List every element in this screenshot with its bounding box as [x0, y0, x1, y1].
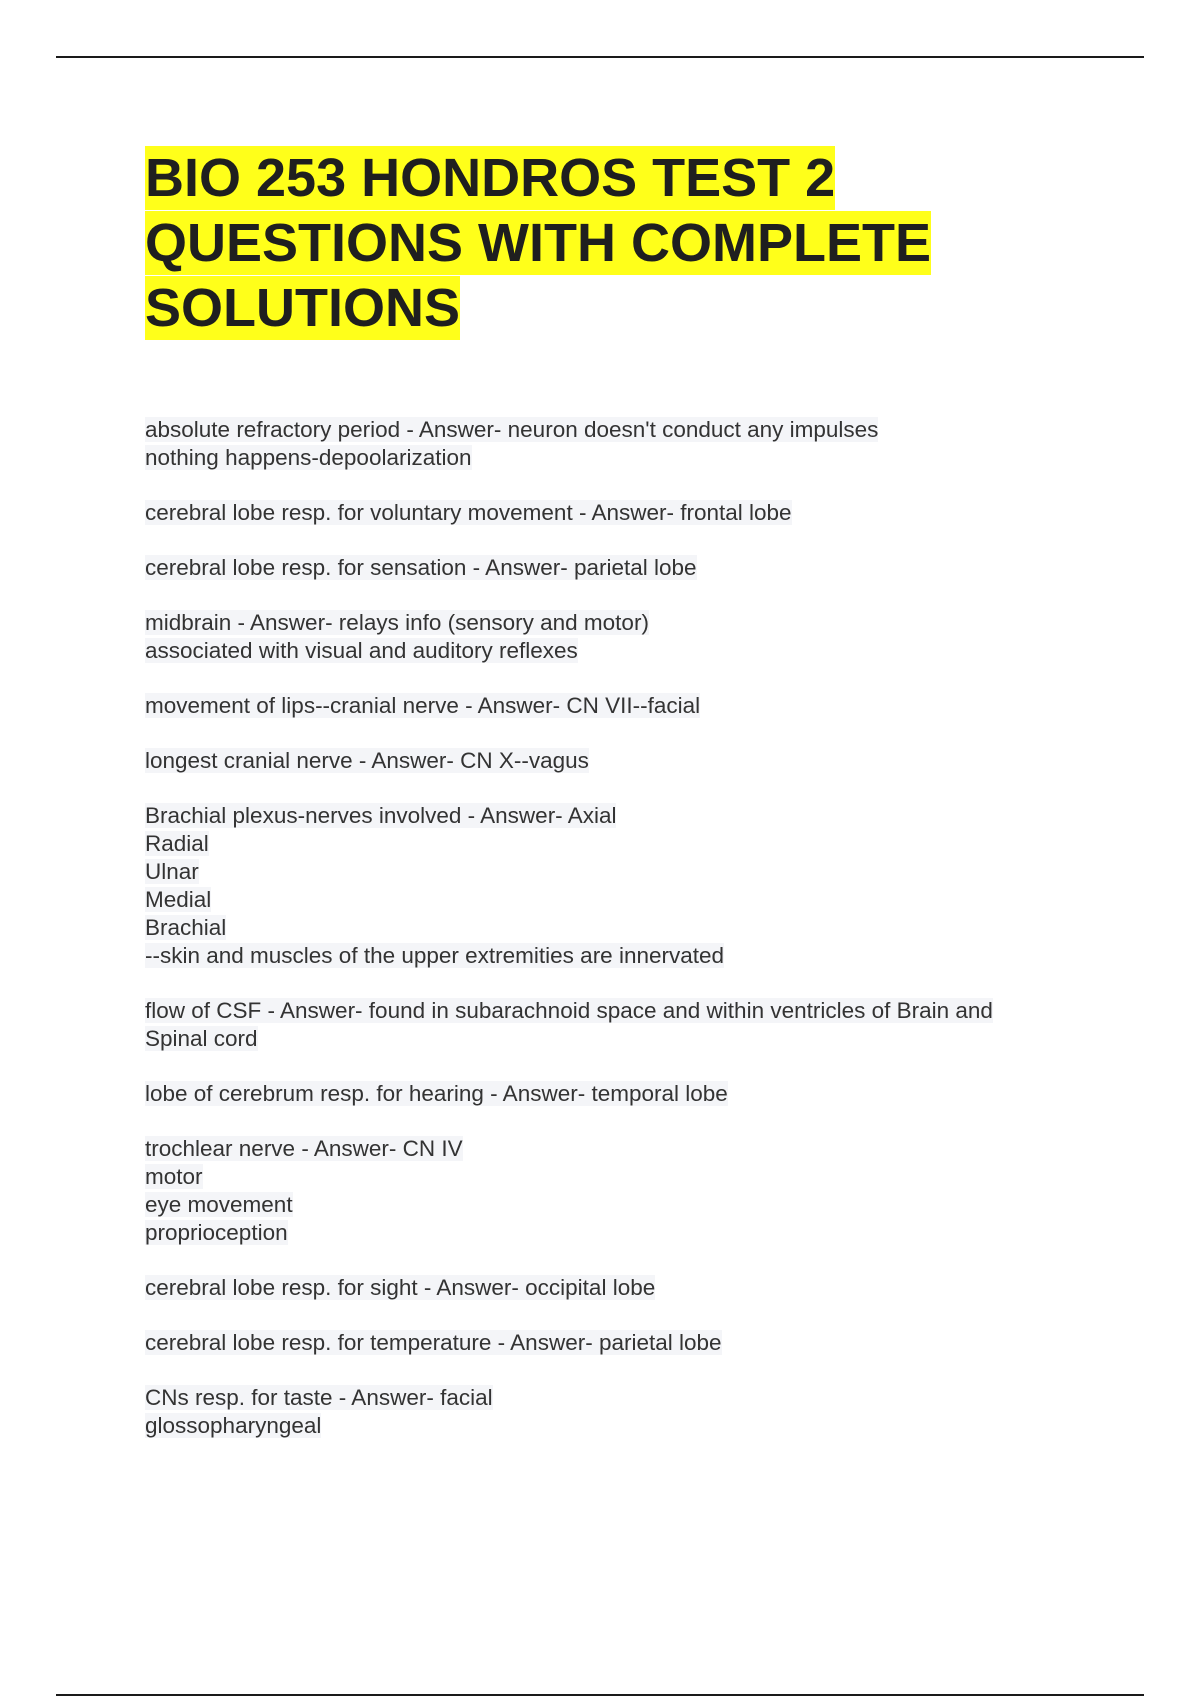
- title-line: SOLUTIONS: [145, 278, 461, 338]
- qa-item: [145, 416, 1085, 472]
- qa-line: Radial: [145, 831, 209, 856]
- bottom-rule: [56, 1694, 1144, 1696]
- qa-line: Spinal cord: [145, 1026, 258, 1051]
- qa-line: longest cranial nerve - Answer- CN X--vagus: [145, 748, 589, 773]
- qa-line: cerebral lobe resp. for sensation - Answer- parietal lobe: [145, 555, 697, 580]
- qa-line: CNs resp. for taste - Answer- facial: [145, 1385, 493, 1410]
- qa-item: [145, 997, 1085, 1053]
- qa-line: cerebral lobe resp. for voluntary movement - Answer- frontal lobe: [145, 500, 792, 525]
- qa-item: [145, 747, 1085, 775]
- qa-item: [145, 1080, 1085, 1108]
- qa-line: glossopharyngeal: [145, 1413, 322, 1438]
- qa-item: [145, 1274, 1085, 1302]
- qa-item: [145, 609, 1085, 665]
- qa-list: [145, 416, 1085, 1467]
- qa-line: Brachial plexus-nerves involved - Answer- Axial: [145, 803, 617, 828]
- qa-line: --skin and muscles of the upper extremities are innervated: [145, 943, 725, 968]
- qa-line: trochlear nerve - Answer- CN IV: [145, 1136, 463, 1161]
- qa-item: [145, 1329, 1085, 1357]
- title-line: BIO 253 HONDROS TEST 2: [145, 148, 836, 208]
- qa-line: motor: [145, 1164, 203, 1189]
- page-title: [145, 146, 1085, 341]
- qa-line: Medial: [145, 887, 212, 912]
- qa-line: cerebral lobe resp. for sight - Answer- occipital lobe: [145, 1275, 656, 1300]
- qa-line: flow of CSF - Answer- found in subarachnoid space and within ventricles of Brain and: [145, 998, 993, 1023]
- qa-line: eye movement: [145, 1192, 293, 1217]
- qa-line: Ulnar: [145, 859, 199, 884]
- qa-item: [145, 1135, 1085, 1247]
- qa-line: lobe of cerebrum resp. for hearing - Answer- temporal lobe: [145, 1081, 728, 1106]
- qa-item: [145, 554, 1085, 582]
- qa-line: associated with visual and auditory reflexes: [145, 638, 578, 663]
- qa-line: absolute refractory period - Answer- neuron doesn't conduct any impulses: [145, 417, 879, 442]
- top-rule: [56, 56, 1144, 58]
- qa-line: movement of lips--cranial nerve - Answer- CN VII--facial: [145, 693, 701, 718]
- qa-line: Brachial: [145, 915, 227, 940]
- qa-line: nothing happens-depoolarization: [145, 445, 472, 470]
- qa-item: [145, 1384, 1085, 1440]
- qa-line: proprioception: [145, 1220, 288, 1245]
- qa-item: [145, 499, 1085, 527]
- qa-line: cerebral lobe resp. for temperature - Answer- parietal lobe: [145, 1330, 722, 1355]
- qa-item: [145, 692, 1085, 720]
- title-line: QUESTIONS WITH COMPLETE: [145, 213, 932, 273]
- qa-line: midbrain - Answer- relays info (sensory and motor): [145, 610, 649, 635]
- qa-item: [145, 802, 1085, 970]
